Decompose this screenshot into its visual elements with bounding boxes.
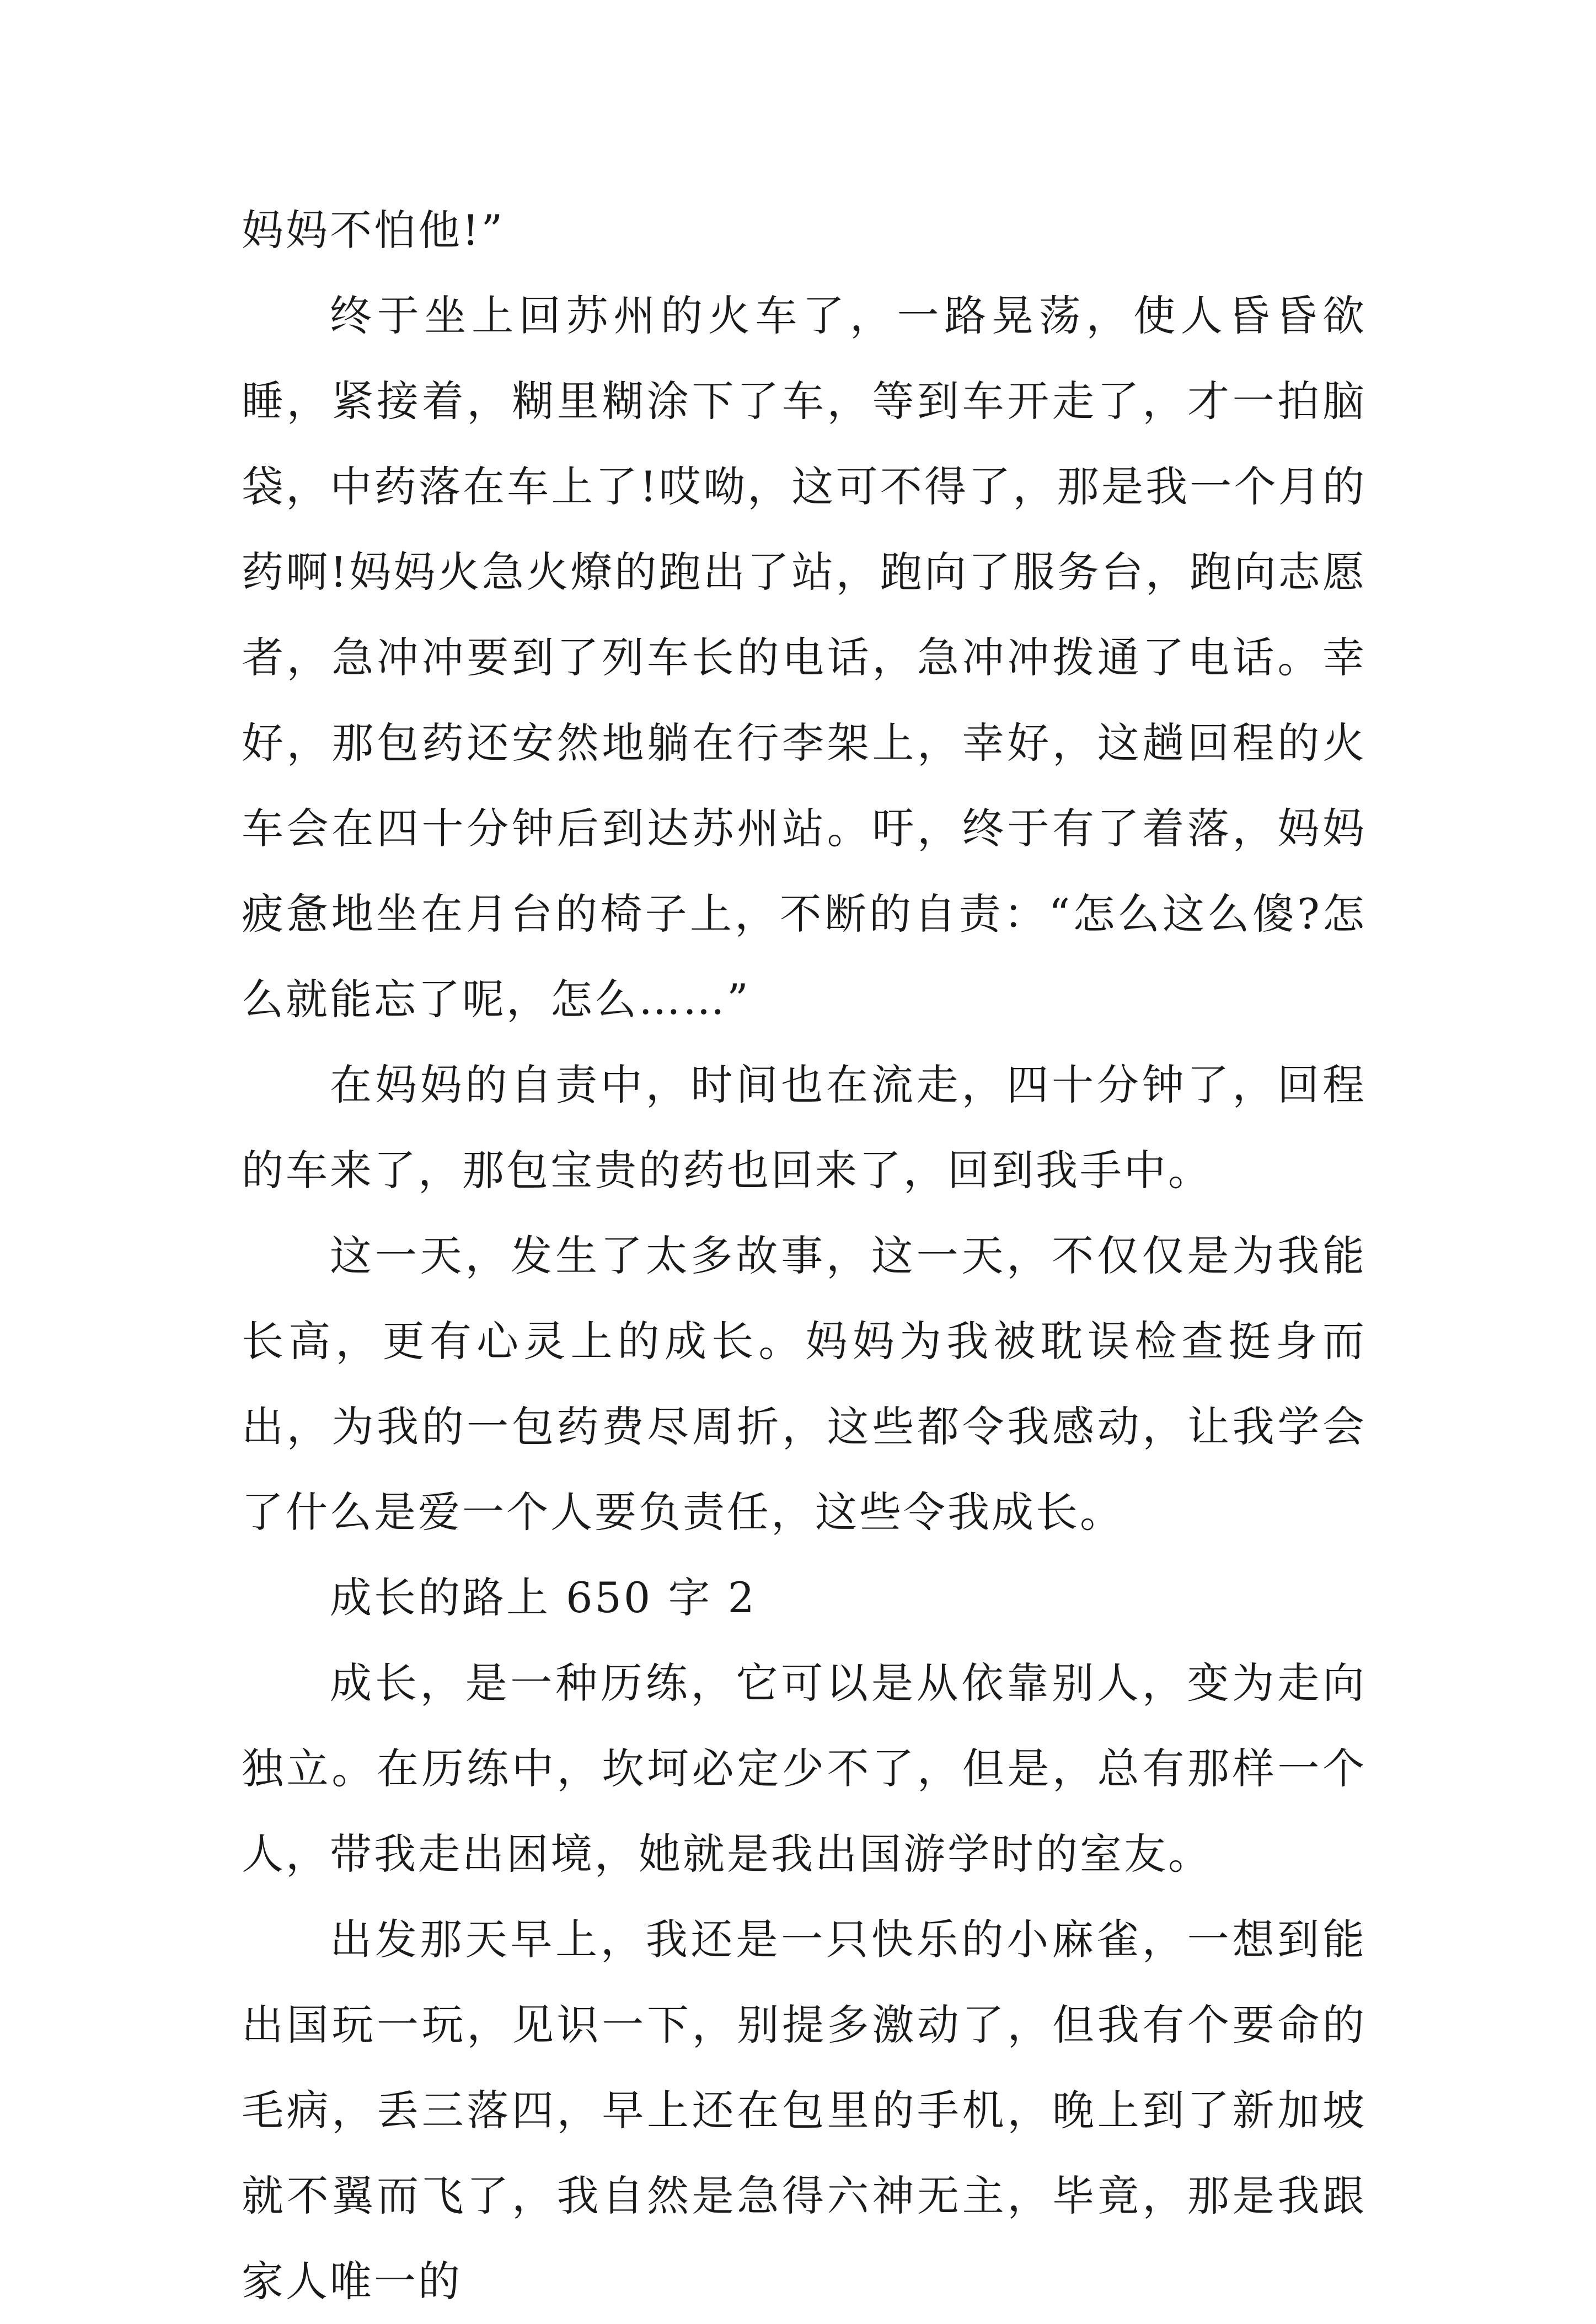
- paragraph-1: 妈妈不怕他!”: [242, 206, 505, 255]
- paragraph-4: 这一天，发生了太多故事，这一天，不仅仅是为我能长高，更有心灵上的成长。妈妈为我被耽误检查挺身而出，为我的一包药费尽周折，这些都令我感动，让我学会了什么是爱一个人要负责任，这些令我成长。: [242, 1231, 1367, 1537]
- paragraph-2: 终于坐上回苏州的火车了，一路晃荡，使人昏昏欲睡，紧接着，糊里糊涂下了车，等到车开走了，才一拍脑袋，中药落在车上了!哎呦，这可不得了，那是我一个月的药啊!妈妈火急火燎的跑出了站，跑向了服务台，跑向志愿者，急冲冲要到了列车长的电话，急冲冲拨通了电话。幸好，那包药还安然地躺在行李架上，幸好，这趟回程的火车会在四十分钟后到达苏州站。吁，终于有了着落，妈妈疲惫地坐在月台的椅子上，不断的自责：“怎么这么傻?怎么就能忘了呢，怎么……”: [242, 291, 1367, 1024]
- document-body: [242, 187, 1367, 2324]
- paragraph-5: 成长，是一种历练，它可以是从依靠别人，变为走向独立。在历练中，坎坷必定少不了，但是，总有那样一个人，带我走出困境，她就是我出国游学时的室友。: [242, 1659, 1367, 1878]
- paragraph-3: 在妈妈的自责中，时间也在流走，四十分钟了，回程的车来了，那包宝贵的药也回来了，回到我手中。: [242, 1060, 1367, 1195]
- paragraph-6: 出发那天早上，我还是一只快乐的小麻雀，一想到能出国玩一玩，见识一下，别提多激动了，但我有个要命的毛病，丢三落四，早上还在包里的手机，晚上到了新加坡就不翼而飞了，我自然是急得六神无主，毕竟，那是我跟家人唯一的: [242, 1915, 1367, 2306]
- section-heading: 成长的路上 650 字 2: [330, 1573, 757, 1622]
